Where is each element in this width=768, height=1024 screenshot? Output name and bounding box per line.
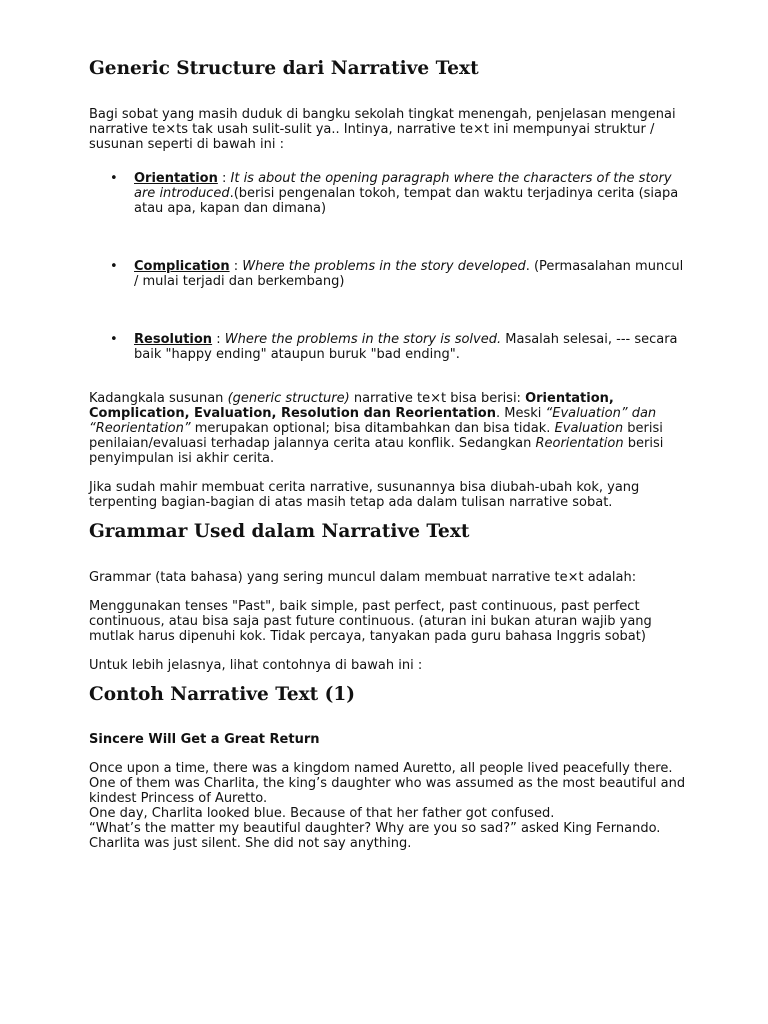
- structure-list: [89, 171, 689, 362]
- list-item-resolution: [89, 332, 689, 362]
- text-run: berisi penilaian/evaluasi terhadap jalannya cerita atau konflik. Sedangkan: [89, 421, 663, 451]
- text-run: . Meski: [495, 406, 546, 421]
- story-paragraph-1: Once upon a time, there was a kingdom named Auretto, all people lived peacefully there. One of them was Charlita, the king’s daughter who was assumed as the most beautiful and kindest Princess of Auretto.: [89, 761, 686, 806]
- grammar-paragraph-3: Untuk lebih jelasnya, lihat contohnya di bawah ini :: [89, 658, 423, 673]
- italic-run: (generic structure): [227, 391, 350, 406]
- bullet-icon: •: [110, 171, 118, 186]
- italic-run: Evaluation: [554, 421, 624, 436]
- term-resolution: Resolution: [134, 332, 213, 347]
- grammar-paragraph-2: Menggunakan tenses "Past", baik simple, past perfect, past continuous, past perfect continuous, atau bisa saja past future continuous. (aturan ini bukan aturan wajib yang mutlak harus dipenuhi kok. Tidak percaya, tanyakan pada guru bahasa Inggris sobat): [89, 599, 652, 644]
- term-complication: Complication: [134, 259, 230, 274]
- italic-run: Reorientation: [535, 436, 624, 451]
- story-paragraph-3: “What’s the matter my beautiful daughter? Why are you so sad?” asked King Fernando. Charlita was just silent. She did not say anything.: [89, 821, 661, 851]
- separator: :: [217, 171, 231, 186]
- definition-indonesian: .(berisi pengenalan tokoh, tempat dan waktu terjadinya cerita (siapa atau apa, kapan dan dimana): [134, 186, 679, 216]
- list-item-complication: [89, 259, 689, 289]
- grammar-paragraph-1: Grammar (tata bahasa) yang sering muncul dalam membuat narrative te×t adalah:: [89, 570, 637, 585]
- definition-english: It is about the opening paragraph where the characters of the story are introduced: [134, 171, 672, 201]
- definition-english: Where the problems in the story developed: [242, 259, 526, 274]
- jika-paragraph: Jika sudah mahir membuat cerita narrative, susunannya bisa diubah-ubah kok, yang terpenting bagian-bagian di atas masih tetap ada dalam tulisan narrative sobat.: [89, 480, 640, 510]
- story-title: Sincere Will Get a Great Return: [89, 732, 320, 747]
- definition-indonesian: Masalah selesai, --- secara baik "happy ending" ataupun buruk "bad ending".: [134, 332, 678, 362]
- text-run: merupakan optional; bisa ditambahkan dan bisa tidak.: [190, 421, 555, 436]
- document-page: [89, 58, 689, 851]
- intro-paragraph: Bagi sobat yang masih duduk di bangku sekolah tingkat menengah, penjelasan mengenai narrative te×ts tak usah sulit-sulit ya.. Intinya, narrative te×t ini mempunyai struktur / susunan seperti di bawah ini :: [89, 107, 676, 152]
- heading-generic-structure: Generic Structure dari Narrative Text: [89, 58, 479, 79]
- text-run: berisi penyimpulan isi akhir cerita.: [89, 436, 664, 466]
- term-orientation: Orientation: [134, 171, 218, 186]
- definition-indonesian: . (Permasalahan muncul / mulai terjadi dan berkembang): [134, 259, 684, 289]
- separator: :: [229, 259, 243, 274]
- kadangkala-paragraph: [89, 391, 689, 466]
- text-run: Kadangkala susunan: [89, 391, 228, 406]
- heading-grammar-used: Grammar Used dalam Narrative Text: [89, 521, 470, 542]
- definition-english: Where the problems in the story is solved.: [224, 332, 502, 347]
- list-item-orientation: [89, 171, 689, 216]
- italic-run: “Evaluation” dan “Reorientation”: [89, 406, 657, 436]
- bullet-icon: •: [110, 332, 118, 347]
- text-run: narrative te×t bisa berisi:: [349, 391, 526, 406]
- separator: :: [212, 332, 225, 347]
- story-paragraph-2: One day, Charlita looked blue. Because of that her father got confused.: [89, 806, 555, 821]
- heading-contoh-narrative: Contoh Narrative Text (1): [89, 684, 356, 705]
- bold-run: Orientation, Complication, Evaluation, Resolution dan Reorientation: [89, 391, 614, 421]
- bullet-icon: •: [110, 259, 118, 274]
